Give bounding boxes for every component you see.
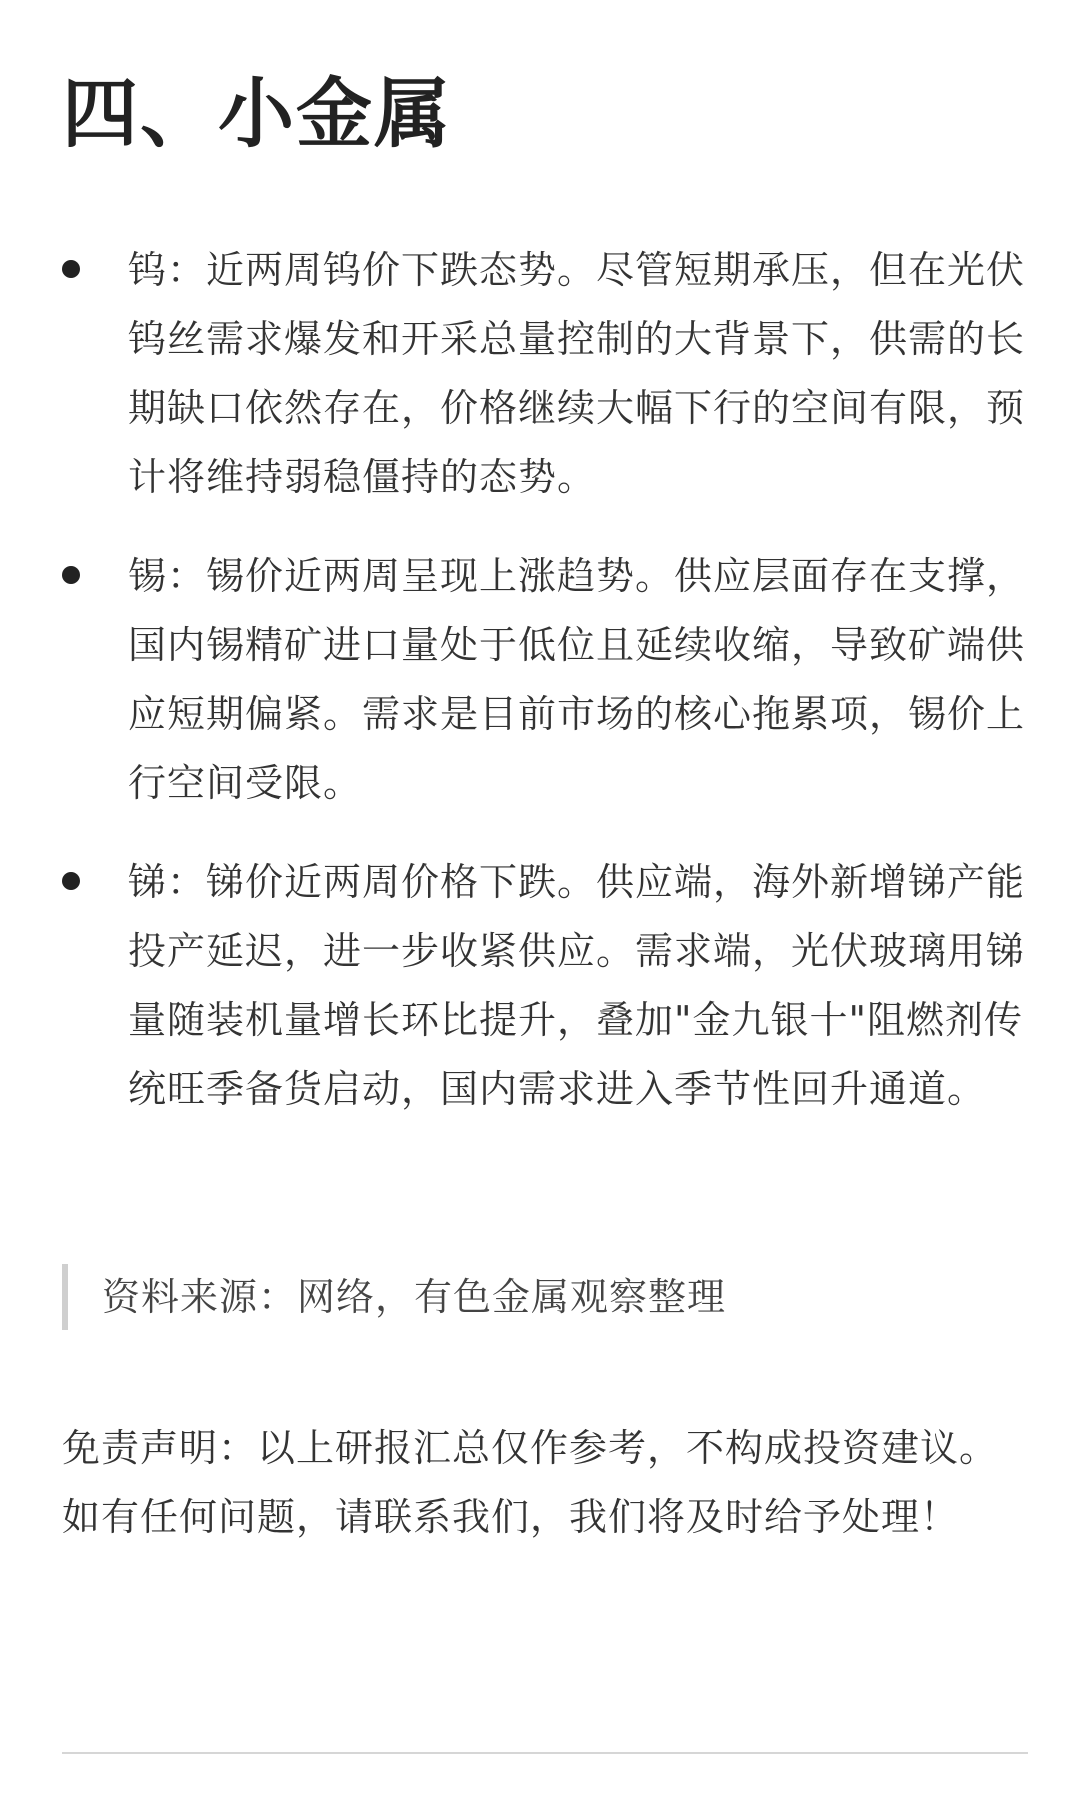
metals-bullet-list — [0, 236, 1080, 1154]
antimony-paragraph: 锑：锑价近两周价格下跌。供应端，海外新增锑产能投产延迟，进一步收紧供应。需求端，光伏玻璃用锑量随装机量增长环比提升，叠加"金九银十"阻燃剂传统旺季备货启动，国内需求进入季节性回升通道。 — [128, 860, 1026, 1111]
tungsten-paragraph: 钨：近两周钨价下跌态势。尽管短期承压，但在光伏钨丝需求爆发和开采总量控制的大背景下，供需的长期缺口依然存在，价格继续大幅下行的空间有限，预计将维持弱稳僵持的态势。 — [128, 248, 1026, 499]
bottom-divider — [62, 1752, 1028, 1754]
source-note: 资料来源：网络，有色金属观察整理 — [102, 1275, 727, 1319]
list-item-tin — [0, 542, 1080, 818]
list-item-tungsten — [0, 236, 1080, 512]
bullet-dot-icon — [62, 260, 80, 278]
list-item-antimony — [0, 848, 1080, 1124]
bullet-dot-icon — [62, 566, 80, 584]
disclaimer-text: 免责声明：以上研报汇总仅作参考，不构成投资建议。如有任何问题，请联系我们，我们将及时给予处理！ — [62, 1426, 999, 1539]
bullet-dot-icon — [62, 872, 80, 890]
tin-paragraph: 锡：锡价近两周呈现上涨趋势。供应层面存在支撑，国内锡精矿进口量处于低位且延续收缩，导致矿端供应短期偏紧。需求是目前市场的核心拖累项，锡价上行空间受限。 — [128, 554, 1026, 805]
blockquote-bar — [62, 1264, 68, 1330]
section-title: 四、小金属 — [62, 69, 452, 158]
source-blockquote — [62, 1264, 1022, 1330]
